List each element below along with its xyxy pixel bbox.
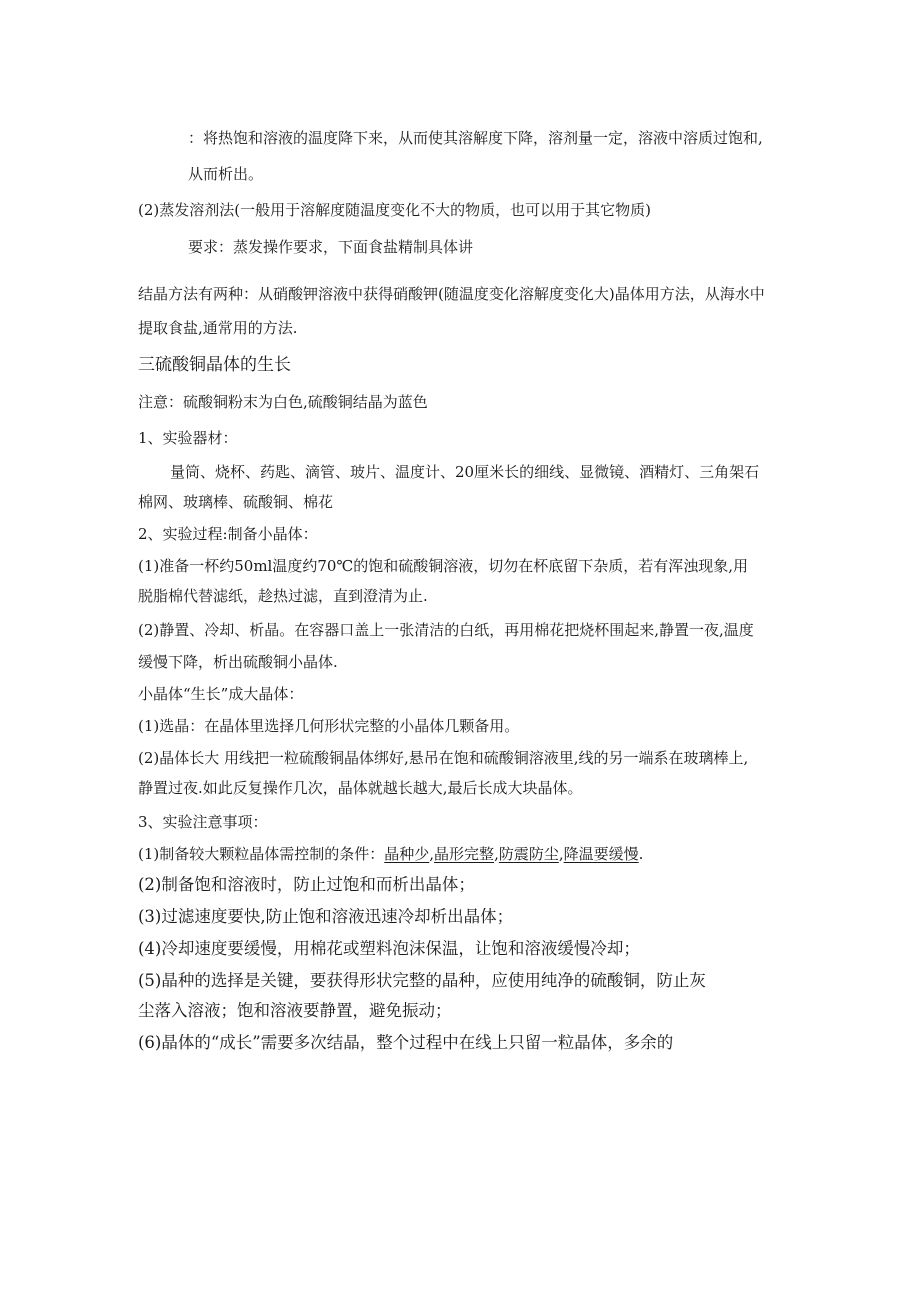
text-line: (1)准备一杯约50ml温度约70℃的饱和硫酸铜溶液，切勿在杯底留下杂质，若有浑浊现象,用 xyxy=(138,557,748,575)
text-line: (2)静置、冷却、析晶。在容器口盖上一张清洁的白纸，再用棉花把烧杯围起来,静置一夜,温度 xyxy=(138,621,754,639)
text-line: (5)晶种的选择是关键，要获得形状完整的晶种，应使用纯净的硫酸铜，防止灰 xyxy=(138,971,706,990)
text-line: 小晶体“生长”成大晶体： xyxy=(138,685,304,703)
text-line: (2)制备饱和溶液时，防止过饱和而析出晶体； xyxy=(138,875,475,894)
text-line: 从而析出。 xyxy=(188,165,264,183)
text-line: (1)选晶：在晶体里选择几何形状完整的小晶体几颗备用。 xyxy=(138,717,520,735)
text-line: 尘落入溶液；饱和溶液要静置，避免振动； xyxy=(138,1001,452,1020)
text-line: (2)蒸发溶剂法(一般用于溶解度随温度变化不大的物质，也可以用于其它物质) xyxy=(138,201,651,219)
text-line: 量筒、烧杯、药匙、滴管、玻片、温度计、20厘米长的细线、显微镜、酒精灯、三角架石 xyxy=(170,463,760,481)
text-line: 1、实验器材： xyxy=(138,429,238,447)
condition-underlined: 晶形完整 xyxy=(434,845,495,863)
condition-underlined: 晶种少 xyxy=(384,845,430,863)
text-line: 3、实验注意事项： xyxy=(138,813,268,831)
text-line: (2)晶体长大 用线把一粒硫酸铜晶体绑好,悬吊在饱和硫酸铜溶液里,线的另一端系在玻璃棒上, xyxy=(138,749,749,767)
text-line: 提取食盐,通常用的方法. xyxy=(138,319,298,337)
text-line: 棉网、玻璃棒、硫酸铜、棉花 xyxy=(138,493,334,511)
text-line: ：将热饱和溶液的温度降下来，从而使其溶解度下降，溶剂量一定，溶液中溶质过饱和, xyxy=(188,129,763,147)
period: . xyxy=(638,845,644,863)
text-line: (3)过滤速度要快,防止饱和溶液迅速冷却析出晶体； xyxy=(138,907,514,926)
condition-underlined: 防震防尘 xyxy=(498,845,559,863)
text-line: 2、实验过程:制备小晶体： xyxy=(138,525,318,543)
separator: , xyxy=(558,845,564,863)
separator: , xyxy=(429,845,435,863)
section-heading: 三硫酸铜晶体的生长 xyxy=(138,355,291,375)
conditions-prefix: (1)制备较大颗粒晶体需控制的条件： xyxy=(138,845,385,863)
text-line: (6)晶体的“成长”需要多次结晶，整个过程中在线上只留一粒晶体，多余的 xyxy=(138,1033,674,1052)
separator: , xyxy=(494,845,499,863)
text-line: 结晶方法有两种：从硝酸钾溶液中获得硝酸钾(随温度变化溶解度变化大)晶体用方法，从海水中 xyxy=(138,285,765,303)
text-line: (4)冷却速度要缓慢，用棉花或塑料泡沫保温，让饱和溶液缓慢冷却； xyxy=(138,939,640,958)
text-line: 要求：蒸发操作要求，下面食盐精制具体讲 xyxy=(188,238,474,256)
text-line: 注意：硫酸铜粉末为白色,硫酸铜结晶为蓝色 xyxy=(138,393,428,411)
condition-underlined: 降温要缓慢 xyxy=(563,845,639,863)
conditions-line xyxy=(138,844,643,864)
text-line: 静置过夜.如此反复操作几次，晶体就越长越大,最后长成大块晶体。 xyxy=(138,779,583,797)
text-line: 缓慢下降，析出硫酸铜小晶体. xyxy=(138,653,338,671)
text-line: 脱脂棉代替滤纸，趁热过滤，直到澄清为止. xyxy=(138,587,428,605)
